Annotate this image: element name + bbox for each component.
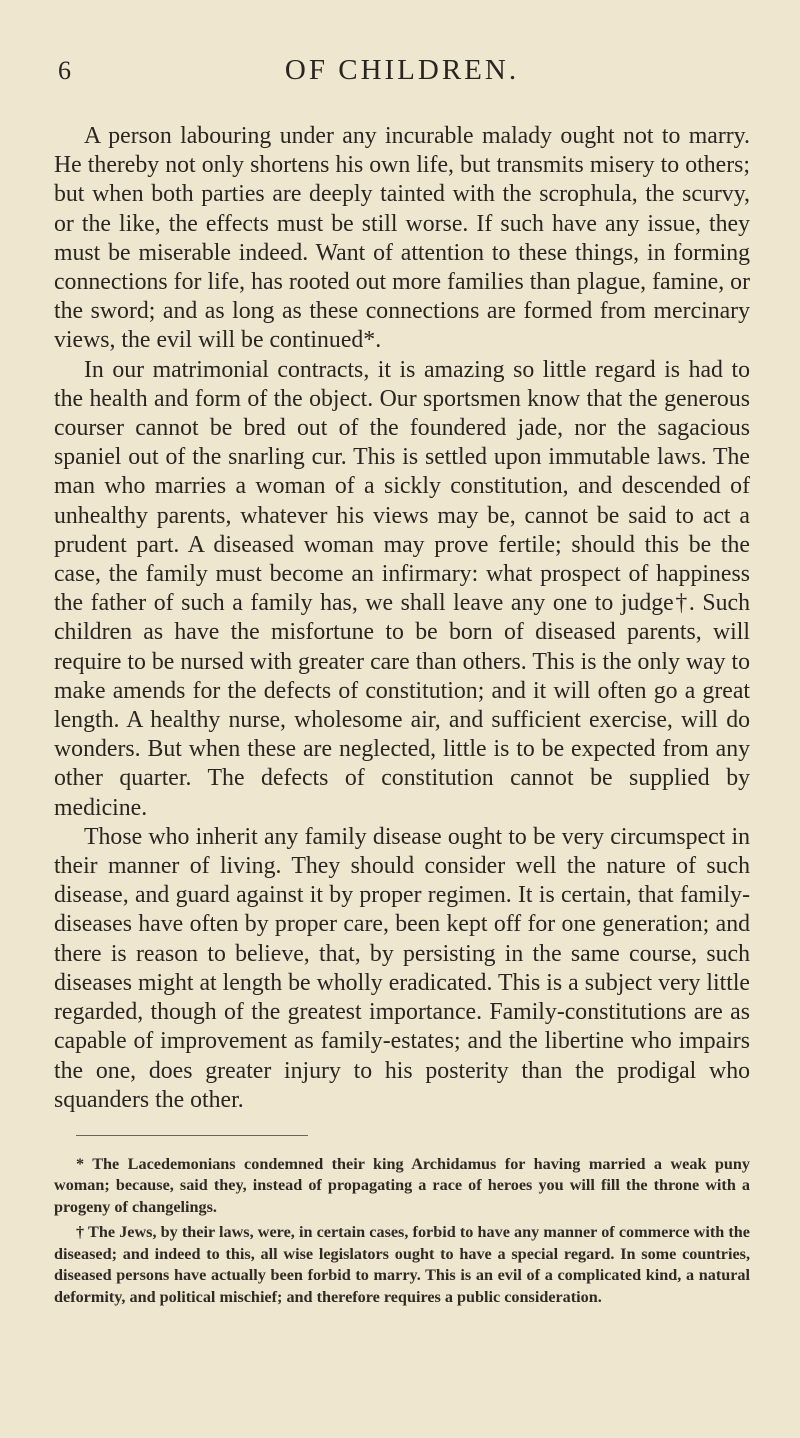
paragraph-matrimonial-contracts: In our matrimonial contracts, it is amazing so little regard is had to the health and form of the object. Our sportsmen know that the generous courser cannot be bred out of the foundered jade, nor the sagacious spaniel out of the snarling cur. This is settled upon immutable laws. The man who marries a woman of a sickly constitution, and descended of unhealthy parents, whatever his views may be, cannot be said to act a prudent part. A diseased woman may prove fertile; should this be the case, the family must become an infirmary: what prospect of happiness the father of such a family has, we shall leave any one to judge†. Such children as have the misfortune to be born of diseased parents, will require to be nursed with greater care than others. This is the only way to make amends for the defects of constitution; and it will often go a great length. A healthy nurse, wholesome air, and sufficient exercise, will do wonders. But when these are neglected, little is to be expected from any other quarter. The defects of constitution cannot be supplied by medicine. [54,356,750,821]
body-text [54,122,750,1115]
footnote-lacedemonians: * The Lacedemonians condemned their king Archidamus for having married a weak puny woman; because, said they, instead of propagating a race of heroes you will fill the throne with a progeny of changelings. [54,1154,750,1216]
running-head [54,50,750,94]
footnote-jews: † The Jews, by their laws, were, in certain cases, forbid to have any manner of commerce with the diseased; and indeed to this, all wise legislators ought to have a special regard. In some countries, diseased persons have actually been forbid to marry. This is an evil of a complicated kind, a natural deformity, and political mischief; and therefore requires a public consideration. [54,1223,750,1306]
footnotes [54,1154,750,1309]
paragraph-incurable-malady: A person labouring under any incurable malady ought not to marry. He thereby not only shortens his own life, but transmits misery to others; but when both parties are deeply tainted with the scrophula, the scurvy, or the like, the effects must be still worse. If such have any issue, they must be miserable indeed. Want of attention to these things, in forming connections for life, has rooted out more families than plague, famine, or the sword; and as long as these connections are formed from mercinary views, the evil will be continued*. [54,123,750,354]
page-number: 6 [58,56,72,85]
page-title: OF CHILDREN. [284,54,520,86]
footnote-rule [76,1135,308,1136]
paragraph-family-disease: Those who inherit any family disease ought to be very circumspect in their manner of living. They should consider well the nature of such disease, and guard against it by proper regimen. It is certain, that family-diseases have often by proper care, been kept off for one generation; and there is reason to believe, that, by persisting in the same course, such diseases might at length be wholly eradicated. This is a subject very little regarded, though of the greatest importance. Family-constitutions are as capable of improvement as family-estates; and the libertine who impairs the one, does greater injury to his posterity than the prodigal who squanders the other. [54,823,750,1113]
